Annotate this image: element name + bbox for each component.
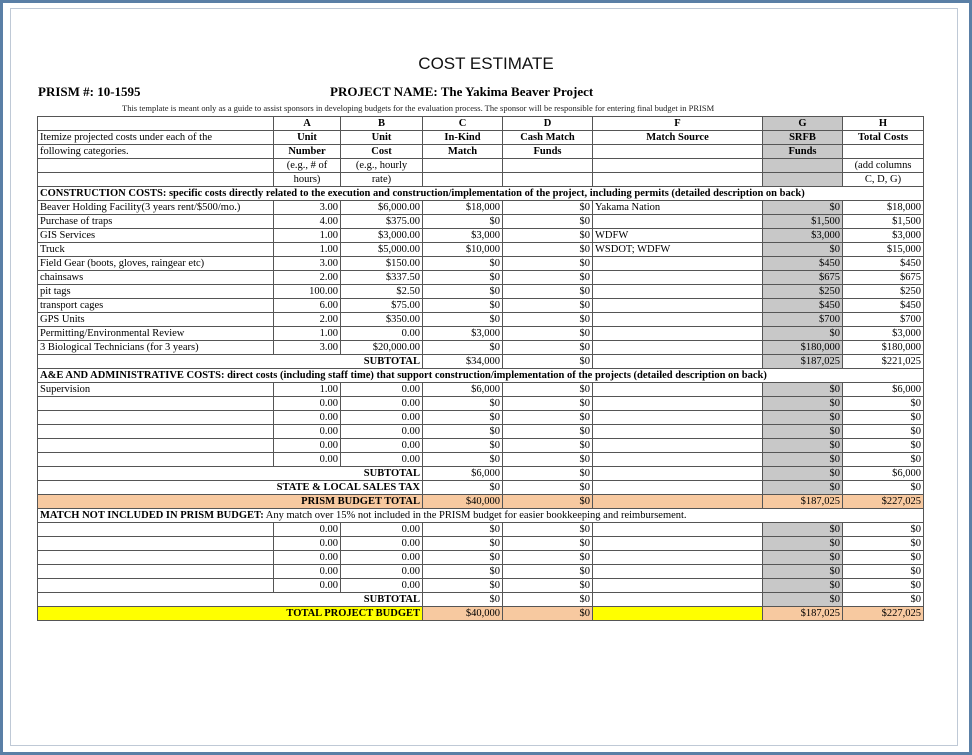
prism-total-row xyxy=(38,495,924,509)
table-cell[interactable]: $0 xyxy=(423,313,503,327)
total-value[interactable]: $0 xyxy=(843,593,924,607)
table-cell[interactable]: $0 xyxy=(763,201,843,215)
header-cell[interactable]: rate) xyxy=(341,173,423,187)
table-cell[interactable]: 0.00 xyxy=(274,565,341,579)
table-cell[interactable]: $0 xyxy=(843,579,924,593)
match-row xyxy=(38,565,924,579)
table-cell[interactable] xyxy=(593,313,763,327)
table-cell[interactable]: $15,000 xyxy=(843,243,924,257)
table-cell[interactable]: Yakama Nation xyxy=(593,201,763,215)
total-value[interactable] xyxy=(593,355,763,369)
total-value[interactable]: $0 xyxy=(503,495,593,509)
table-cell[interactable] xyxy=(38,565,274,579)
table-cell[interactable]: $0 xyxy=(763,565,843,579)
table-cell[interactable]: $0 xyxy=(423,271,503,285)
total-value[interactable]: $0 xyxy=(423,481,503,495)
table-cell[interactable]: 0.00 xyxy=(341,523,423,537)
table-cell[interactable] xyxy=(38,523,274,537)
total-value[interactable] xyxy=(593,607,763,621)
table-cell[interactable]: $0 xyxy=(503,537,593,551)
table-cell[interactable] xyxy=(593,327,763,341)
table-cell[interactable]: 3 Biological Technicians (for 3 years) xyxy=(38,341,274,355)
total-label[interactable]: SUBTOTAL xyxy=(38,355,423,369)
table-cell[interactable]: $0 xyxy=(763,579,843,593)
section-row xyxy=(38,187,924,201)
table-cell[interactable]: 1.00 xyxy=(274,229,341,243)
construction-row xyxy=(38,201,924,215)
total-label[interactable]: SUBTOTAL xyxy=(38,467,423,481)
table-cell[interactable]: $5,000.00 xyxy=(341,243,423,257)
table-cell[interactable]: $0 xyxy=(763,523,843,537)
total-value[interactable]: $187,025 xyxy=(763,607,843,621)
table-cell[interactable]: $0 xyxy=(423,453,503,467)
construction-row xyxy=(38,257,924,271)
table-cell[interactable]: 0.00 xyxy=(341,411,423,425)
table-cell[interactable]: 0.00 xyxy=(274,411,341,425)
table-cell[interactable]: 0.00 xyxy=(341,579,423,593)
table-cell[interactable]: $0 xyxy=(763,327,843,341)
admin-row xyxy=(38,453,924,467)
table-cell[interactable]: 0.00 xyxy=(341,425,423,439)
table-cell[interactable]: $0 xyxy=(503,327,593,341)
header-cell[interactable] xyxy=(593,159,763,173)
table-cell[interactable]: $0 xyxy=(503,313,593,327)
table-cell[interactable]: $0 xyxy=(843,551,924,565)
table-cell[interactable] xyxy=(38,411,274,425)
table-cell[interactable]: $0 xyxy=(503,411,593,425)
header-row xyxy=(38,145,924,159)
table-cell[interactable]: $3,000 xyxy=(423,229,503,243)
section-label: MATCH NOT INCLUDED IN PRISM BUDGET: xyxy=(40,510,264,521)
total-value[interactable]: $0 xyxy=(503,607,593,621)
header-cell[interactable]: (e.g., hourly xyxy=(341,159,423,173)
table-cell[interactable]: 0.00 xyxy=(341,383,423,397)
table-cell[interactable]: $0 xyxy=(423,299,503,313)
table-cell[interactable]: $450 xyxy=(843,257,924,271)
table-cell[interactable]: $75.00 xyxy=(341,299,423,313)
header-cell[interactable] xyxy=(38,159,274,173)
table-cell[interactable]: $0 xyxy=(843,537,924,551)
admin-row xyxy=(38,383,924,397)
table-cell[interactable]: Permitting/Environmental Review xyxy=(38,327,274,341)
total-value[interactable]: $0 xyxy=(763,593,843,607)
table-cell[interactable]: 0.00 xyxy=(341,453,423,467)
table-cell[interactable]: $0 xyxy=(503,257,593,271)
table-cell[interactable]: $18,000 xyxy=(423,201,503,215)
table-cell[interactable]: $0 xyxy=(763,439,843,453)
table-cell[interactable]: transport cages xyxy=(38,299,274,313)
table-cell[interactable]: $337.50 xyxy=(341,271,423,285)
sales-tax-row xyxy=(38,481,924,495)
header-cell[interactable]: Unit xyxy=(274,131,341,145)
table-cell[interactable]: $450 xyxy=(763,299,843,313)
header-cell[interactable] xyxy=(503,159,593,173)
table-cell[interactable]: $0 xyxy=(763,453,843,467)
table-cell[interactable]: 1.00 xyxy=(274,327,341,341)
total-label[interactable]: PRISM BUDGET TOTAL xyxy=(38,495,423,509)
table-cell[interactable]: $675 xyxy=(763,271,843,285)
table-cell[interactable]: $18,000 xyxy=(843,201,924,215)
table-cell[interactable]: 3.00 xyxy=(274,201,341,215)
table-cell[interactable]: $0 xyxy=(503,299,593,313)
table-cell[interactable] xyxy=(38,397,274,411)
table-cell[interactable]: WDFW xyxy=(593,229,763,243)
total-value[interactable]: $227,025 xyxy=(843,607,924,621)
header-cell[interactable]: hours) xyxy=(274,173,341,187)
header-cell[interactable]: Itemize projected costs under each of the xyxy=(38,131,274,145)
section-row xyxy=(38,509,924,523)
construction-row xyxy=(38,215,924,229)
table-cell[interactable] xyxy=(593,579,763,593)
table-cell[interactable] xyxy=(593,257,763,271)
table-cell[interactable]: 2.00 xyxy=(274,313,341,327)
table-cell[interactable]: $0 xyxy=(763,383,843,397)
table-cell[interactable]: Purchase of traps xyxy=(38,215,274,229)
table-cell[interactable]: 1.00 xyxy=(274,243,341,257)
match-not-included-heading[interactable] xyxy=(38,509,924,523)
admin-costs-heading[interactable]: A&E AND ADMINISTRATIVE COSTS: direct costs (including staff time) that support construction/implementation of the projects (detailed description on back) xyxy=(38,369,924,383)
total-value[interactable] xyxy=(593,467,763,481)
construction-row xyxy=(38,243,924,257)
column-letter[interactable] xyxy=(38,117,274,131)
header-cell[interactable]: Funds xyxy=(503,145,593,159)
table-cell[interactable]: $0 xyxy=(763,397,843,411)
total-value[interactable]: $34,000 xyxy=(423,355,503,369)
table-cell[interactable]: GPS Units xyxy=(38,313,274,327)
table-cell[interactable]: $0 xyxy=(843,439,924,453)
total-value[interactable] xyxy=(593,593,763,607)
table-cell[interactable]: 3.00 xyxy=(274,257,341,271)
table-cell[interactable]: $0 xyxy=(423,215,503,229)
table-cell[interactable]: $0 xyxy=(763,425,843,439)
header-cell[interactable]: Total Costs xyxy=(843,131,924,145)
table-cell[interactable]: 3.00 xyxy=(274,341,341,355)
total-value[interactable] xyxy=(593,495,763,509)
construction-costs-heading[interactable]: CONSTRUCTION COSTS: specific costs directly related to the execution and construction/implementation of the project, including permits (detailed description on back) xyxy=(38,187,924,201)
total-value[interactable]: $187,025 xyxy=(763,495,843,509)
table-cell[interactable]: $0 xyxy=(423,411,503,425)
table-cell[interactable]: $0 xyxy=(763,411,843,425)
header-cell[interactable]: SRFB xyxy=(763,131,843,145)
header-cell[interactable] xyxy=(763,159,843,173)
header-cell[interactable]: Number xyxy=(274,145,341,159)
table-cell[interactable]: $3,000 xyxy=(423,327,503,341)
table-cell[interactable]: $0 xyxy=(843,425,924,439)
total-label[interactable]: SUBTOTAL xyxy=(38,593,423,607)
header-cell[interactable]: following categories. xyxy=(38,145,274,159)
table-cell[interactable]: 0.00 xyxy=(341,537,423,551)
match-row xyxy=(38,537,924,551)
table-cell[interactable] xyxy=(38,551,274,565)
table-cell[interactable]: $0 xyxy=(423,285,503,299)
admin-row xyxy=(38,439,924,453)
header-cell[interactable]: C, D, G) xyxy=(843,173,924,187)
construction-row xyxy=(38,229,924,243)
table-cell[interactable]: $0 xyxy=(503,285,593,299)
header-cell[interactable]: (add columns xyxy=(843,159,924,173)
header-cell[interactable]: Match Source xyxy=(593,131,763,145)
table-cell[interactable] xyxy=(38,579,274,593)
table-cell[interactable]: pit tags xyxy=(38,285,274,299)
table-cell[interactable]: $0 xyxy=(423,341,503,355)
table-cell[interactable]: 0.00 xyxy=(274,439,341,453)
table-cell[interactable]: $0 xyxy=(423,425,503,439)
table-cell[interactable]: Beaver Holding Facility(3 years rent/$500/mo.) xyxy=(38,201,274,215)
table-cell[interactable]: $0 xyxy=(843,411,924,425)
table-cell[interactable]: $0 xyxy=(503,425,593,439)
header-row xyxy=(38,173,924,187)
table-cell[interactable]: 0.00 xyxy=(274,453,341,467)
table-cell[interactable] xyxy=(593,439,763,453)
table-cell[interactable] xyxy=(593,565,763,579)
table-cell[interactable]: $3,000 xyxy=(763,229,843,243)
header-cell[interactable]: Cost xyxy=(341,145,423,159)
admin-row xyxy=(38,397,924,411)
total-value[interactable]: $227,025 xyxy=(843,495,924,509)
total-value[interactable]: $0 xyxy=(423,593,503,607)
total-value[interactable]: $0 xyxy=(763,481,843,495)
table-cell[interactable] xyxy=(593,299,763,313)
table-cell[interactable]: 0.00 xyxy=(274,523,341,537)
column-letter[interactable]: G xyxy=(763,117,843,131)
table-cell[interactable]: 0.00 xyxy=(274,425,341,439)
table-cell[interactable]: 6.00 xyxy=(274,299,341,313)
table-cell[interactable]: $180,000 xyxy=(763,341,843,355)
table-cell[interactable]: $0 xyxy=(503,551,593,565)
section-row xyxy=(38,369,924,383)
table-cell[interactable] xyxy=(38,537,274,551)
table-cell[interactable] xyxy=(38,453,274,467)
table-cell[interactable]: $0 xyxy=(503,397,593,411)
table-cell[interactable]: 0.00 xyxy=(341,551,423,565)
column-letter[interactable]: D xyxy=(503,117,593,131)
table-cell[interactable]: $0 xyxy=(843,397,924,411)
table-cell[interactable] xyxy=(38,439,274,453)
construction-row xyxy=(38,285,924,299)
total-value[interactable]: $6,000 xyxy=(843,467,924,481)
match-row xyxy=(38,523,924,537)
total-value[interactable]: $0 xyxy=(763,467,843,481)
table-cell[interactable] xyxy=(593,453,763,467)
header-cell[interactable] xyxy=(593,173,763,187)
table-cell[interactable]: $0 xyxy=(843,523,924,537)
header-cell[interactable] xyxy=(423,159,503,173)
table-cell[interactable]: $700 xyxy=(843,313,924,327)
total-value[interactable]: $221,025 xyxy=(843,355,924,369)
column-letter[interactable]: H xyxy=(843,117,924,131)
cost-estimate-table xyxy=(37,116,924,621)
column-letter[interactable]: F xyxy=(593,117,763,131)
table-cell[interactable]: GIS Services xyxy=(38,229,274,243)
table-cell[interactable] xyxy=(593,215,763,229)
header-cell[interactable]: Funds xyxy=(763,145,843,159)
table-cell[interactable]: Truck xyxy=(38,243,274,257)
header-cell[interactable]: Match xyxy=(423,145,503,159)
total-value[interactable]: $0 xyxy=(503,481,593,495)
table-cell[interactable]: $0 xyxy=(503,523,593,537)
table-cell[interactable]: $0 xyxy=(423,397,503,411)
table-cell[interactable]: 100.00 xyxy=(274,285,341,299)
construction-subtotal-row xyxy=(38,355,924,369)
header-cell[interactable] xyxy=(593,145,763,159)
table-cell[interactable] xyxy=(593,341,763,355)
table-cell[interactable]: $150.00 xyxy=(341,257,423,271)
match-row xyxy=(38,551,924,565)
section-note: Any match over 15% not included in the PRISM budget for easier bookkeeping and reimbursement. xyxy=(263,510,687,521)
table-cell[interactable]: $0 xyxy=(763,243,843,257)
total-label[interactable]: TOTAL PROJECT BUDGET xyxy=(38,607,423,621)
table-cell[interactable]: 1.00 xyxy=(274,383,341,397)
table-cell[interactable]: $20,000.00 xyxy=(341,341,423,355)
header-cell[interactable] xyxy=(423,173,503,187)
table-cell[interactable]: $0 xyxy=(503,453,593,467)
header-cell[interactable] xyxy=(763,173,843,187)
total-value[interactable]: $187,025 xyxy=(763,355,843,369)
column-letters-row xyxy=(38,117,924,131)
table-cell[interactable] xyxy=(593,383,763,397)
table-cell[interactable]: $3,000.00 xyxy=(341,229,423,243)
table-cell[interactable]: $3,000 xyxy=(843,229,924,243)
table-cell[interactable]: Supervision xyxy=(38,383,274,397)
table-cell[interactable] xyxy=(593,551,763,565)
construction-row xyxy=(38,341,924,355)
table-cell[interactable]: $10,000 xyxy=(423,243,503,257)
table-cell[interactable]: $450 xyxy=(763,257,843,271)
table-cell[interactable] xyxy=(593,523,763,537)
table-cell[interactable]: $0 xyxy=(503,383,593,397)
admin-subtotal-row xyxy=(38,467,924,481)
table-cell[interactable]: $0 xyxy=(423,439,503,453)
table-cell[interactable]: 0.00 xyxy=(341,397,423,411)
table-cell[interactable]: 0.00 xyxy=(274,537,341,551)
table-cell[interactable]: 0.00 xyxy=(274,397,341,411)
header-cell[interactable] xyxy=(38,173,274,187)
header-cell[interactable]: In-Kind xyxy=(423,131,503,145)
total-value[interactable]: $6,000 xyxy=(423,467,503,481)
table-cell[interactable]: $250 xyxy=(843,285,924,299)
table-cell[interactable]: $250 xyxy=(763,285,843,299)
page-title: COST ESTIMATE xyxy=(418,54,554,73)
table-cell[interactable]: $0 xyxy=(423,551,503,565)
table-cell[interactable]: $450 xyxy=(843,299,924,313)
table-cell[interactable] xyxy=(38,425,274,439)
table-cell[interactable]: $0 xyxy=(763,551,843,565)
total-value[interactable]: $0 xyxy=(503,355,593,369)
table-cell[interactable]: WSDOT; WDFW xyxy=(593,243,763,257)
table-cell[interactable]: $675 xyxy=(843,271,924,285)
table-cell[interactable]: $0 xyxy=(843,565,924,579)
match-subtotal-row xyxy=(38,593,924,607)
total-value[interactable]: $0 xyxy=(503,467,593,481)
table-cell[interactable]: 0.00 xyxy=(341,565,423,579)
table-cell[interactable]: $180,000 xyxy=(843,341,924,355)
table-cell[interactable] xyxy=(593,537,763,551)
table-cell[interactable] xyxy=(593,271,763,285)
table-cell[interactable]: $0 xyxy=(503,579,593,593)
table-cell[interactable]: 0.00 xyxy=(341,439,423,453)
header-cell[interactable] xyxy=(503,173,593,187)
total-value[interactable]: $40,000 xyxy=(423,607,503,621)
table-cell[interactable]: $0 xyxy=(423,523,503,537)
table-cell[interactable]: $2.50 xyxy=(341,285,423,299)
table-cell[interactable]: $0 xyxy=(423,565,503,579)
table-cell[interactable]: chainsaws xyxy=(38,271,274,285)
total-project-budget-row xyxy=(38,607,924,621)
table-cell[interactable]: $3,000 xyxy=(843,327,924,341)
table-cell[interactable]: 0.00 xyxy=(341,327,423,341)
header-cell[interactable]: Cash Match xyxy=(503,131,593,145)
header-row xyxy=(38,131,924,145)
header-cell[interactable]: Unit xyxy=(341,131,423,145)
table-cell[interactable]: $0 xyxy=(503,243,593,257)
table-cell[interactable]: $1,500 xyxy=(763,215,843,229)
match-row xyxy=(38,579,924,593)
table-cell[interactable]: $700 xyxy=(763,313,843,327)
table-cell[interactable]: 0.00 xyxy=(274,551,341,565)
table-cell[interactable]: $375.00 xyxy=(341,215,423,229)
total-value[interactable]: $0 xyxy=(503,593,593,607)
table-cell[interactable]: $6,000 xyxy=(843,383,924,397)
construction-row xyxy=(38,313,924,327)
table-cell[interactable]: $0 xyxy=(503,215,593,229)
column-letter[interactable]: B xyxy=(341,117,423,131)
admin-row xyxy=(38,411,924,425)
header-cell[interactable]: (e.g., # of xyxy=(274,159,341,173)
table-cell[interactable]: $0 xyxy=(503,201,593,215)
column-letter[interactable]: A xyxy=(274,117,341,131)
table-cell[interactable]: $1,500 xyxy=(843,215,924,229)
table-cell[interactable]: $6,000 xyxy=(423,383,503,397)
table-cell[interactable]: Field Gear (boots, gloves, raingear etc) xyxy=(38,257,274,271)
column-letter[interactable]: C xyxy=(423,117,503,131)
table-cell[interactable] xyxy=(593,425,763,439)
table-cell[interactable] xyxy=(593,397,763,411)
header-row xyxy=(38,159,924,173)
table-cell[interactable]: $0 xyxy=(843,453,924,467)
table-cell[interactable]: $0 xyxy=(423,579,503,593)
construction-row xyxy=(38,299,924,313)
prism-number: PRISM #: 10-1595 xyxy=(38,84,141,99)
table-cell[interactable]: $350.00 xyxy=(341,313,423,327)
table-cell[interactable]: 2.00 xyxy=(274,271,341,285)
total-value[interactable]: $0 xyxy=(843,481,924,495)
table-cell[interactable]: 0.00 xyxy=(274,579,341,593)
total-label[interactable]: STATE & LOCAL SALES TAX xyxy=(38,481,423,495)
total-value[interactable] xyxy=(593,481,763,495)
table-cell[interactable]: $0 xyxy=(503,229,593,243)
project-name: PROJECT NAME: The Yakima Beaver Project xyxy=(330,84,594,99)
table-cell[interactable]: $0 xyxy=(503,341,593,355)
construction-row xyxy=(38,271,924,285)
table-cell[interactable]: $0 xyxy=(763,537,843,551)
table-cell[interactable]: $0 xyxy=(503,565,593,579)
total-value[interactable]: $40,000 xyxy=(423,495,503,509)
admin-row xyxy=(38,425,924,439)
construction-row xyxy=(38,327,924,341)
table-cell[interactable]: $0 xyxy=(503,439,593,453)
table-cell[interactable]: $6,000.00 xyxy=(341,201,423,215)
table-cell[interactable] xyxy=(593,285,763,299)
table-cell[interactable]: $0 xyxy=(423,257,503,271)
template-note: This template is meant only as a guide to assist sponsors in developing budgets for the evaluation process. The sponsor will be responsible for entering final budget in PRISM xyxy=(122,103,715,113)
table-cell[interactable]: 4.00 xyxy=(274,215,341,229)
header-cell[interactable] xyxy=(843,145,924,159)
table-cell[interactable]: $0 xyxy=(423,537,503,551)
table-cell[interactable] xyxy=(593,411,763,425)
table-cell[interactable]: $0 xyxy=(503,271,593,285)
